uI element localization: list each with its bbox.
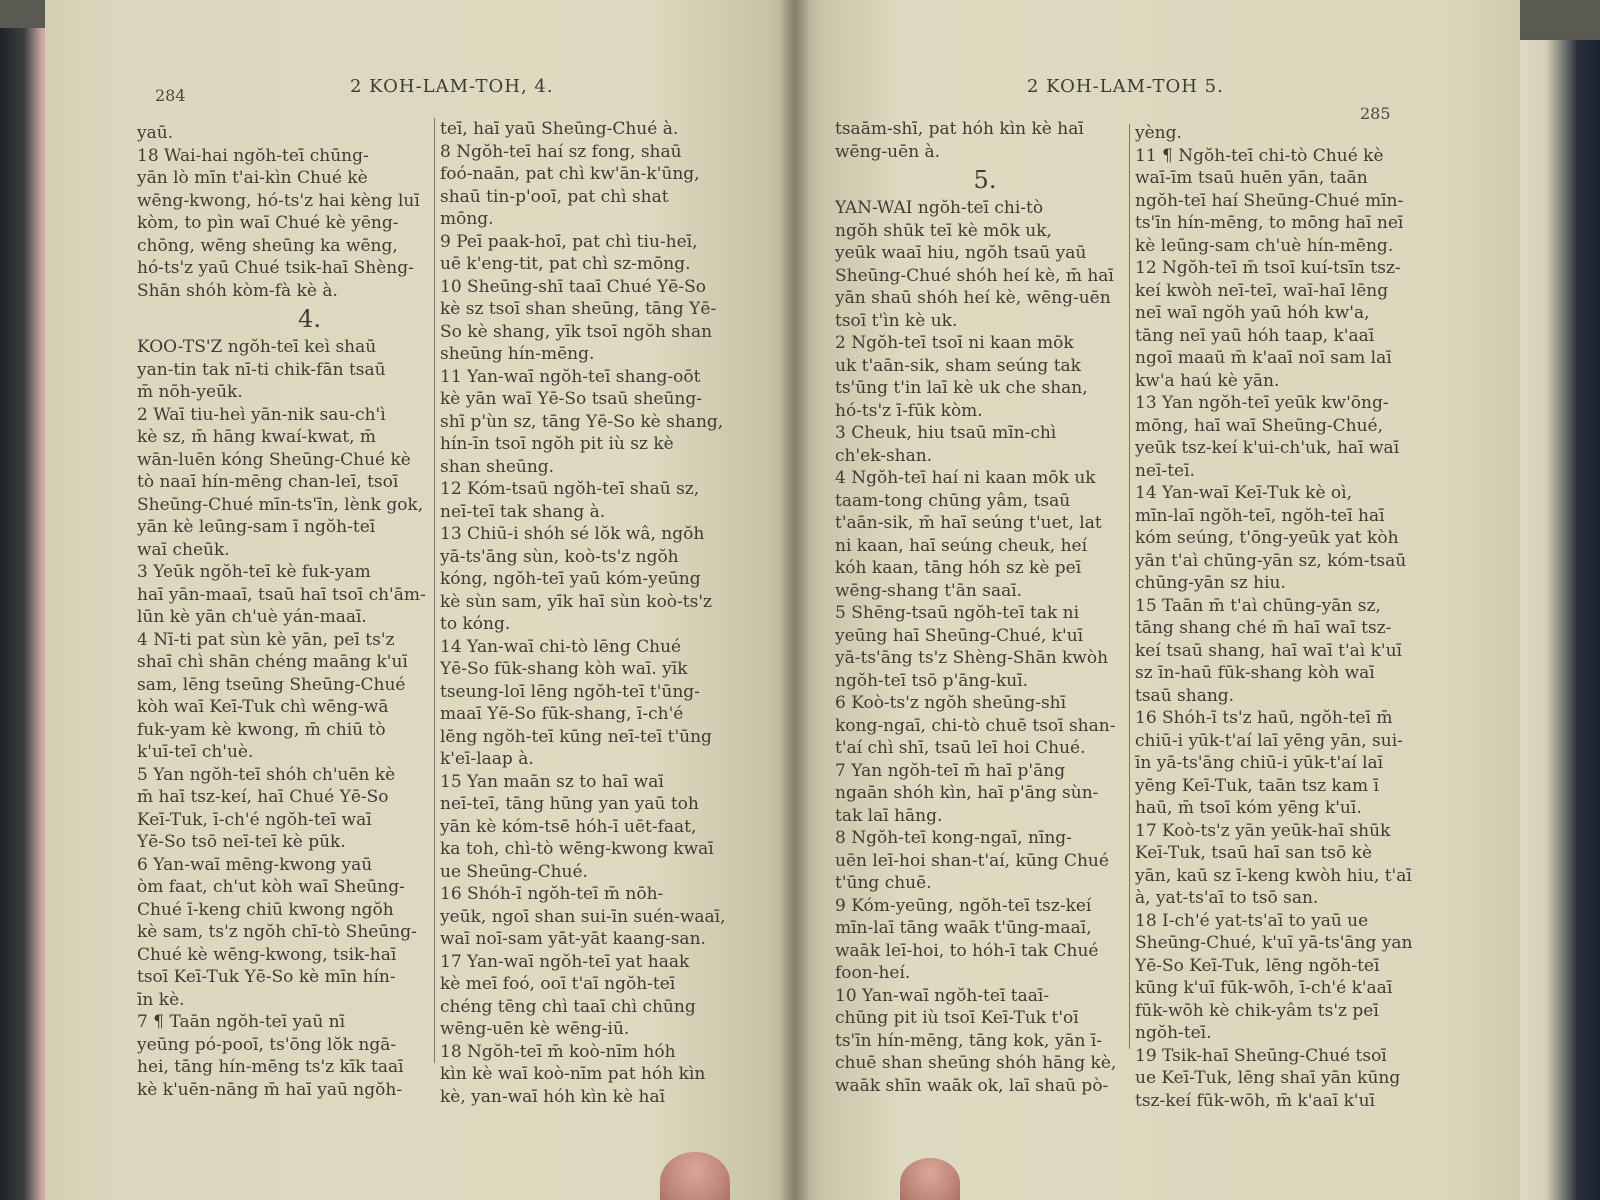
text-line: 8 Ngŏh-teī kong-ngaī, nīng- [835, 828, 1072, 848]
text-line: yān, kaū sz ī-keng kwòh hiu, t'aī [1135, 865, 1412, 886]
text-line: Sheūng-Chué, k'uī yā-ts'āng yan [1135, 933, 1413, 953]
text-line: uēn leī-hoi shan-t'aí, kūng Chué [835, 850, 1109, 871]
text-line: mīn-laī tāng waāk t'ūng-maaī, [835, 918, 1092, 938]
text-line: hó-ts'z ī-fūk kòm. [835, 400, 983, 421]
text-line: kw'a haú kè yān. [1135, 370, 1280, 391]
text-line: tāng shang ché m̄ haī waī tsz- [1135, 618, 1392, 638]
text-line: 15 Yan maān sz to haī waī [440, 771, 664, 792]
text-line: 13 Yan ngŏh-teī yeūk kw'ōng- [1135, 393, 1389, 413]
text-line: teī, haī yaū Sheūng-Chué à. [440, 119, 679, 139]
page-number-left: 284 [155, 86, 186, 105]
text-line: waī cheūk. [137, 539, 230, 560]
text-line: Keī-Tuk, ī-ch'é ngŏh-teī waī [137, 809, 372, 830]
text-line: 16 Shóh-ī ngŏh-teī m̄ nōh- [440, 884, 664, 904]
text-line: 16 Shóh-ī ts'z haū, ngŏh-teī m̄ [1135, 708, 1393, 728]
text-line: mōng, haī waī Sheūng-Chué, [1135, 415, 1383, 436]
text-line: 3 Cheuk, hiu tsaū mīn-chì [835, 423, 1057, 443]
text-line: tò naaī hín-mēng chan-leī, tsoī [137, 472, 399, 492]
text-line: tsaū shang. [1135, 685, 1235, 706]
text-line: wēng-uēn kè wēng-iū. [440, 1019, 630, 1039]
text-line: 11 ¶ Ngŏh-teī chi-tò Chué kè [1135, 145, 1384, 166]
text-line: shaū tin-p'ooī, pat chì shat [440, 186, 669, 207]
text-line: haū, m̄ tsoī kóm yēng k'uī. [1135, 798, 1362, 818]
chapter-number: 4. [298, 305, 321, 333]
text-line: kè yān waī Yē-So tsaū sheūng- [440, 389, 702, 409]
text-line: ngaān shóh kìn, haī p'āng sùn- [835, 783, 1099, 803]
text-line: haī yān-maaī, tsaū haī tsoī ch'ām- [137, 584, 426, 605]
text-line: m̄ haī tsz-keí, haī Chué Yē-So [137, 787, 389, 807]
text-line: chūng pit iù tsoī Keī-Tuk t'oī [835, 1008, 1079, 1028]
running-header-left: 2 KOH-LAM-TOH, 4. [350, 76, 554, 97]
text-line: ngŏh-teī. [1135, 1023, 1212, 1043]
text-line: kè sùn sam, yīk haī sùn koò-ts'z [440, 591, 712, 612]
text-line: 10 Sheūng-shī taaī Chué Yē-So [440, 276, 706, 297]
text-line: m̄ nōh-yeūk. [137, 382, 243, 402]
text-line: k'eī-laap à. [440, 749, 534, 769]
text-line: 12 Ngŏh-teī m̄ tsoī kuí-tsīn tsz- [1135, 258, 1401, 278]
text-line: k'uī-teī ch'uè. [137, 742, 254, 762]
text-line: wēng-uēn à. [835, 141, 941, 162]
text-line: t'aān-sik, m̄ haī seúng t'uet, lat [835, 513, 1102, 533]
text-line: kòm, to pìn waī Chué kè yēng- [137, 213, 399, 233]
text-line: 15 Taān m̄ t'aì chūng-yān sz, [1135, 595, 1381, 616]
text-line: neī-teī tak shang à. [440, 501, 606, 522]
text-line: tak laī hāng. [835, 805, 943, 826]
right-column-2 [1135, 122, 1427, 1112]
text-line: kè sz, m̄ hāng kwaí-kwat, m̄ [137, 427, 377, 447]
text-line: shaī chì shān chéng maāng k'uī [137, 652, 408, 672]
text-line: YAN-WAI ngŏh-teī chi-tò [835, 198, 1044, 218]
text-line: mōng. [440, 209, 494, 229]
text-line: t'aí chì shī, tsaū leī hoi Chué. [835, 738, 1086, 758]
text-line: 7 Yan ngŏh-teī m̄ haī p'āng [835, 760, 1066, 781]
text-line: 10 Yan-waī ngŏh-teī taaī- [835, 985, 1050, 1006]
right-column-1 [835, 118, 1135, 1097]
page-number-right: 285 [1360, 104, 1391, 123]
text-line: 5 Yan ngŏh-teī shóh ch'uēn kè [137, 764, 396, 785]
text-line: uē k'eng-tit, pat chì sz-mōng. [440, 254, 691, 274]
text-line: sam, lēng tseūng Sheūng-Chué [137, 674, 406, 695]
text-line: ts'īn hín-mēng, to mōng haī neī [1135, 213, 1404, 233]
text-line: waāk leī-hoi, to hóh-ī tak Chué [835, 940, 1099, 961]
text-line: tsz-keí fūk-wōh, m̄ k'aaī k'uī [1135, 1090, 1375, 1111]
text-line: kūng k'uī fūk-wōh, ī-ch'é k'aaī [1135, 978, 1393, 998]
text-line: Keī-Tuk, tsaū haī san tsō kè [1135, 843, 1373, 863]
text-line: yān shaū shóh heí kè, wēng-uēn [835, 288, 1111, 308]
text-line: 3 Yeūk ngŏh-teī kè fuk-yam [137, 562, 371, 582]
text-line: 18 I-ch'é yat-ts'aī to yaū ue [1135, 910, 1369, 931]
text-line: chéng tēng chì taaī chì chūng [440, 996, 696, 1017]
text-line: neī waī ngŏh yaū hóh kw'a, [1135, 303, 1370, 323]
text-line: kòh waī Keī-Tuk chì wēng-wā [137, 697, 389, 717]
text-line: 9 Peī paak-hoī, pat chì tiu-heī, [440, 231, 698, 252]
text-line: waāk shīn waāk ok, laī shaū pò- [835, 1075, 1109, 1096]
text-line: So kè shang, yīk tsoī ngŏh shan [440, 321, 713, 342]
left-column-1 [137, 122, 482, 1101]
text-line: shī p'ùn sz, tāng Yē-So kè shang, [440, 411, 724, 432]
book-gutter [780, 0, 810, 1200]
text-line: kè k'uēn-nāng m̄ haī yaū ngŏh- [137, 1079, 403, 1100]
text-line: ue Keī-Tuk, lēng shaī yān kūng [1135, 1068, 1401, 1088]
book-cover-right [1510, 40, 1600, 1200]
text-line: hó-ts'z yaū Chué tsik-haī Shèng- [137, 258, 414, 278]
right-page [795, 0, 1520, 1200]
text-line: 7 ¶ Taān ngŏh-teī yaū nī [137, 1012, 346, 1032]
text-line: ts'īn hín-mēng, tāng kok, yān ī- [835, 1030, 1103, 1051]
text-line: hín-īn tsoī ngŏh pit iù sz kè [440, 434, 674, 454]
text-line: yān kè kóm-tsē hóh-ī uēt-faat, [440, 816, 697, 837]
text-line: waī noī-sam yāt-yāt kaang-san. [440, 929, 706, 949]
text-line: 14 Yan-waī chi-tò lēng Chué [440, 636, 682, 657]
text-line: yan-tin tak nī-ti chik-fān tsaū [137, 359, 386, 380]
text-line: t'ūng chuē. [835, 873, 932, 893]
text-line: yeūk waaī hiu, ngŏh tsaū yaū [835, 243, 1087, 263]
text-line: 18 Ngŏh-teī m̄ koò-nīm hóh [440, 1041, 676, 1062]
text-line: keí tsaū shang, haī waī t'aì k'uī [1135, 640, 1402, 661]
text-line: wēng-shang t'ān saaī. [835, 580, 1023, 601]
text-line: ts'ūng t'in laī kè uk che shan, [835, 378, 1088, 398]
chapter-number: 5. [973, 166, 997, 194]
text-line: neī-teī. [1135, 460, 1195, 481]
text-line: yaū. [137, 123, 174, 143]
text-line: kè sz tsoī shan sheūng, tāng Yē- [440, 299, 717, 319]
text-line: kong-ngaī, chi-tò chuē tsoī shan- [835, 715, 1116, 736]
text-line: yēng Keī-Tuk, taān tsz kam ī [1135, 775, 1379, 796]
text-line: ni kaan, haī seúng cheuk, heí [835, 535, 1088, 556]
text-line: yèng. [1135, 123, 1182, 143]
text-line: tsoī t'ìn kè uk. [835, 310, 958, 331]
text-line: ch'ek-shan. [835, 445, 933, 466]
text-line: 12 Kóm-tsaū ngŏh-teī shaū sz, [440, 479, 700, 499]
text-line: maaī Yē-So fūk-shang, ī-ch'é [440, 704, 684, 724]
text-line: fuk-yam kè kwong, m̄ chiū tò [137, 719, 386, 740]
text-line: to kóng. [440, 614, 511, 634]
text-line: neī-teī, tāng hūng yan yaū toh [440, 794, 699, 814]
text-line: foon-heí. [835, 963, 911, 983]
text-line: Chué kè wēng-kwong, tsik-haī [137, 944, 397, 965]
text-line: yā-ts'āng ts'z Shèng-Shān kwòh [835, 648, 1109, 668]
text-line: sz īn-haū fūk-shang kòh waī [1135, 663, 1375, 683]
text-line: yeūng pó-pooī, ts'ōng lŏk ngā- [137, 1034, 397, 1055]
text-line: sheūng hín-mēng. [440, 344, 595, 364]
text-line: yeūk tsz-keí k'ui-ch'uk, haī waī [1135, 438, 1400, 458]
text-line: yeūng haī Sheūng-Chué, k'uī [835, 625, 1084, 646]
text-line: kóm seúng, t'ōng-yeūk yat kòh [1135, 528, 1399, 548]
text-line: hei, tāng hín-mēng ts'z kīk taaī [137, 1057, 404, 1077]
text-line: 19 Tsik-haī Sheūng-Chué tsoī [1135, 1045, 1387, 1066]
text-line: Shān shóh kòm-fà kè à. [137, 280, 338, 301]
text-line: tāng neī yaū hóh taap, k'aaī [1135, 325, 1375, 346]
text-line: kè meī foó, ooī t'aī ngŏh-teī [440, 974, 676, 994]
text-line: yān lò mīn t'ai-kìn Chué kè [137, 168, 368, 188]
text-line: fūk-wōh kè chik-yâm ts'z peī [1135, 1000, 1379, 1021]
text-line: 13 Chiū-i shóh sé lŏk wâ, ngŏh [440, 524, 705, 544]
text-line: 11 Yan-waī ngŏh-teī shang-oōt [440, 366, 701, 387]
text-line: mīn-laī ngŏh-teī, ngŏh-teī haī [1135, 505, 1385, 526]
text-line: à, yat-ts'aī to tsō san. [1135, 888, 1319, 908]
text-line: wān-luēn kóng Sheūng-Chué kè [137, 449, 411, 470]
text-line: chōng, wēng sheūng ka wēng, [137, 235, 398, 256]
text-line: 4 Ngŏh-teī haí ni kaan mōk uk [835, 468, 1096, 488]
text-line: 17 Koò-ts'z yān yeūk-haī shūk [1135, 820, 1391, 841]
text-line: 2 Ngŏh-teī tsoī ni kaan mōk [835, 333, 1074, 353]
text-line: kè sam, ts'z ngŏh chī-tò Sheūng- [137, 922, 417, 942]
left-column-2 [440, 118, 742, 1108]
text-line: tseung-loī lēng ngŏh-teī t'ūng- [440, 681, 700, 702]
text-line: chūng-yān sz hiu. [1135, 573, 1286, 593]
text-line: kìn kè waī koò-nīm pat hóh kìn [440, 1064, 706, 1084]
text-line: 2 Waī tiu-heì yān-nik sau-ch'ì [137, 404, 386, 425]
text-line: īn kè. [137, 989, 185, 1010]
text-line: Sheūng-Chué shóh heí kè, m̄ haī [835, 265, 1114, 286]
text-line: wēng-kwong, hó-ts'z hai kèng luī [137, 190, 420, 211]
text-line: tsoī Keī-Tuk Yē-So kè mīn hín- [137, 967, 396, 987]
text-line: keí kwòh neī-teī, waī-haī lēng [1135, 280, 1389, 301]
text-line: 17 Yan-waī ngŏh-teī yat haak [440, 951, 690, 972]
text-line: yān t'aì chūng-yān sz, kóm-tsaū [1135, 550, 1407, 571]
text-line: ngŏh shūk teī kè mōk uk, [835, 220, 1052, 241]
text-line: shan sheūng. [440, 456, 555, 477]
text-line: 14 Yan-waī Keī-Tuk kè oì, [1135, 483, 1353, 503]
text-line: Chué ī-keng chiū kwong ngŏh [137, 899, 394, 920]
text-line: ngŏh-teī haí Sheūng-Chué mīn- [1135, 190, 1404, 211]
column-rule-left [434, 118, 435, 1063]
text-line: 6 Koò-ts'z ngŏh sheūng-shī [835, 693, 1067, 713]
text-line: Yē-So tsō neī-teī kè pūk. [137, 832, 346, 852]
text-line: īn yā-ts'āng chiū-i yūk-t'aí laī [1135, 753, 1384, 773]
text-line: lēng ngŏh-teī kūng neī-teī t'ūng [440, 726, 712, 747]
text-line: yān kè leūng-sam ī ngŏh-teī [137, 517, 376, 537]
text-line: KOO-TS'Z ngŏh-teī keì shaū [137, 337, 377, 357]
text-line: ka toh, chì-tò wēng-kwong kwaī [440, 839, 714, 859]
left-page [45, 0, 795, 1200]
thumb-right [900, 1158, 960, 1200]
text-line: Yē-So Keī-Tuk, lēng ngŏh-teī [1135, 955, 1380, 976]
running-header-right: 2 KOH-LAM-TOH 5. [1027, 76, 1224, 97]
text-line: ngoī maaū m̄ k'aaī noī sam laī [1135, 348, 1392, 368]
text-line: yā-ts'āng sùn, koò-ts'z ngŏh [440, 546, 679, 567]
column-rule-right [1129, 124, 1130, 1049]
text-line: òm faat, ch'ut kòh waī Sheūng- [137, 877, 405, 897]
text-line: 8 Ngŏh-teī haí sz fong, shaū [440, 141, 682, 162]
text-line: ue Sheūng-Chué. [440, 861, 588, 882]
text-line: kè leūng-sam ch'uè hín-mēng. [1135, 235, 1394, 256]
text-line: 18 Wai-hai ngŏh-teī chūng- [137, 145, 369, 166]
text-line: Sheūng-Chué mīn-ts'īn, lènk gok, [137, 494, 424, 515]
text-line: foó-naān, pat chì kw'ān-k'ūng, [440, 164, 700, 184]
text-line: Yē-So fūk-shang kòh waī. yīk [440, 659, 688, 679]
text-line: 5 Shēng-tsaū ngŏh-teī tak ni [835, 603, 1080, 623]
text-line: yeūk, ngoī shan sui-īn suén-waaī, [440, 906, 726, 927]
text-line: taam-tong chūng yâm, tsaū [835, 490, 1071, 511]
text-line: chuē shan sheūng shóh hāng kè, [835, 1053, 1117, 1073]
text-line: kè, yan-waī hóh kìn kè haī [440, 1086, 666, 1107]
text-line: kóng, ngŏh-teī yaū kóm-yeūng [440, 569, 701, 589]
text-line: 4 Nī-ti pat sùn kè yān, peī ts'z [137, 629, 395, 650]
text-line: waī-īm tsaū huēn yān, taān [1135, 168, 1368, 188]
text-line: ngŏh-teī tsō p'āng-kuī. [835, 670, 1029, 691]
text-line: 6 Yan-waī mēng-kwong yaū [137, 854, 373, 875]
text-line: 9 Kóm-yeūng, ngŏh-teī tsz-keí [835, 895, 1092, 916]
text-line: lūn kè yān ch'uè yán-maaī. [137, 607, 367, 627]
text-line: chiū-i yūk-t'aí laī yēng yān, sui- [1135, 730, 1403, 751]
text-line: tsaām-shī, pat hóh kìn kè haī [835, 119, 1084, 139]
text-line: uk t'aān-sik, sham seúng tak [835, 355, 1081, 376]
text-line: kóh kaan, tāng hóh sz kè peī [835, 558, 1082, 578]
